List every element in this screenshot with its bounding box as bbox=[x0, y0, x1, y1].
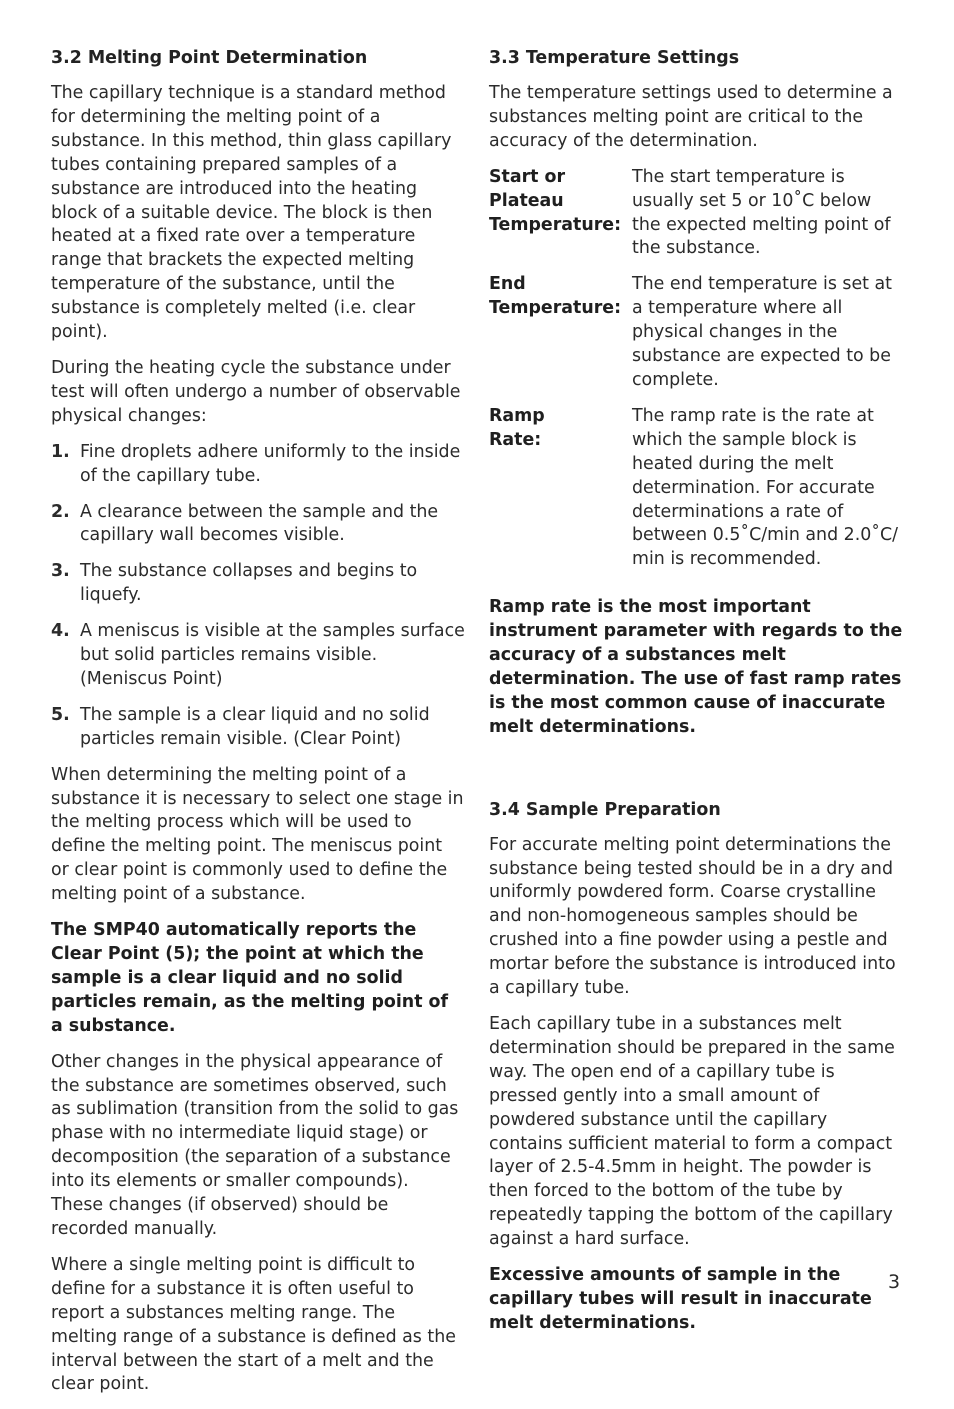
section-3-3-heading: 3.3 Temperature Settings bbox=[489, 48, 740, 68]
setting-term: Start or Plateau Temperature: bbox=[489, 166, 622, 235]
spacer bbox=[489, 752, 904, 798]
physical-changes-list bbox=[51, 441, 465, 752]
list-number: 5. bbox=[51, 704, 70, 725]
list-text: Fine droplets adhere uniformly to the inside of the capillary tube. bbox=[80, 441, 461, 486]
section-3-4-heading: 3.4 Sample Preparation bbox=[489, 799, 721, 820]
ramp-rate-warning: Ramp rate is the most important instrument parameter with regards to the accuracy of a substances melt determination. The use of fast ramp rates is the most common cause of inaccurate melt determinations. bbox=[489, 597, 903, 737]
setting-description: The start temperature is usually set 5 or 10˚C below the expected melting point of the substance. bbox=[632, 166, 891, 259]
list-item bbox=[51, 441, 465, 489]
list-text: A clearance between the sample and the capillary wall becomes visible. bbox=[80, 501, 439, 546]
table-row bbox=[489, 273, 904, 405]
list-number: 3. bbox=[51, 561, 70, 582]
setting-term: Ramp Rate: bbox=[489, 405, 545, 450]
table-row bbox=[489, 405, 904, 584]
heating-cycle-paragraph: During the heating cycle the substance under test will often undergo a number of observable physical changes: bbox=[51, 357, 461, 426]
list-number: 4. bbox=[51, 621, 70, 642]
melting-stage-paragraph: When determining the melting point of a substance it is necessary to select one stage in the melting process which will be used to define the melting point. The meniscus point or clear point is commonly used to define the melting point of a substance. bbox=[51, 764, 464, 905]
list-item bbox=[51, 501, 465, 549]
sample-preparation-paragraph: For accurate melting point determinations the substance being tested should be in a dry and uniformly powdered form. Coarse crystalline and non-homogeneous samples should be crushed into a fine powder using a pestle and mortar before the substance is introduced into a capillary tube. bbox=[489, 834, 896, 999]
table-row bbox=[489, 166, 904, 274]
list-text: The substance collapses and begins to liquefy. bbox=[80, 561, 418, 606]
right-column bbox=[489, 46, 904, 1348]
list-item bbox=[51, 560, 465, 608]
other-changes-paragraph: Other changes in the physical appearance of the substance are sometimes observed, such as sublimation (transition from the solid to gas phase with no intermediate liquid stage) or decomposition (the separation of a substance into its elements or smaller compounds). These changes (if observed) should be recorded manually. bbox=[51, 1051, 459, 1239]
setting-description: The end temperature is set at a temperature where all physical changes in the substance are expected to be complete. bbox=[632, 274, 893, 390]
excessive-sample-warning: Excessive amounts of sample in the capillary tubes will result in inaccurate melt determinations. bbox=[489, 1265, 872, 1333]
list-number: 2. bbox=[51, 501, 70, 522]
list-item bbox=[51, 704, 465, 752]
setting-term: End Temperature: bbox=[489, 274, 622, 319]
smp40-clear-point-note: The SMP40 automatically reports the Clear Point (5); the point at which the sample is a clear liquid and no solid particles remain, as the melting point of a substance. bbox=[51, 920, 449, 1036]
page-number: 3 bbox=[888, 1271, 901, 1293]
list-number: 1. bbox=[51, 441, 70, 462]
list-text: The sample is a clear liquid and no solid particles remain visible. (Clear Point) bbox=[80, 704, 430, 749]
melting-range-paragraph: Where a single melting point is difficult to define for a substance it is often useful to report a substances melting range. The melting range of a substance is defined as the interval between the start of a melt and the clear point. bbox=[51, 1254, 456, 1395]
temperature-settings-table bbox=[489, 166, 904, 585]
left-column bbox=[51, 46, 465, 1409]
section-3-2-heading: 3.2 Melting Point Determination bbox=[51, 48, 368, 68]
capillary-technique-paragraph: The capillary technique is a standard method for determining the melting point of a substance. In this method, thin glass capillary tubes containing prepared samples of a substance are introduced into the heating block of a suitable device. The block is then heated at a fixed rate over a temperature range that brackets the expected melting temperature of the substance, until the substance is completely melted (i.e. clear point). bbox=[51, 83, 452, 343]
capillary-tube-paragraph: Each capillary tube in a substances melt determination should be prepared in the same way. The open end of a capillary tube is pressed gently into a small amount of powdered substance until the capillary contains sufficient material to form a compact layer of 2.5-4.5mm in height. The powder is then forced to the bottom of the tube by repeatedly tapping the bottom of the capillary against a hard surface. bbox=[489, 1014, 895, 1250]
setting-description: The ramp rate is the rate at which the sample block is heated during the melt determination. For accurate determinations a rate of between 0.5˚C/min and 2.0˚C/ min is recommended. bbox=[632, 405, 899, 570]
temperature-settings-intro: The temperature settings used to determine a substances melting point are critical to the accuracy of the determination. bbox=[489, 83, 893, 151]
list-text: A meniscus is visible at the samples surface but solid particles remains visible. (Meniscus Point) bbox=[80, 621, 465, 689]
list-item bbox=[51, 620, 465, 692]
